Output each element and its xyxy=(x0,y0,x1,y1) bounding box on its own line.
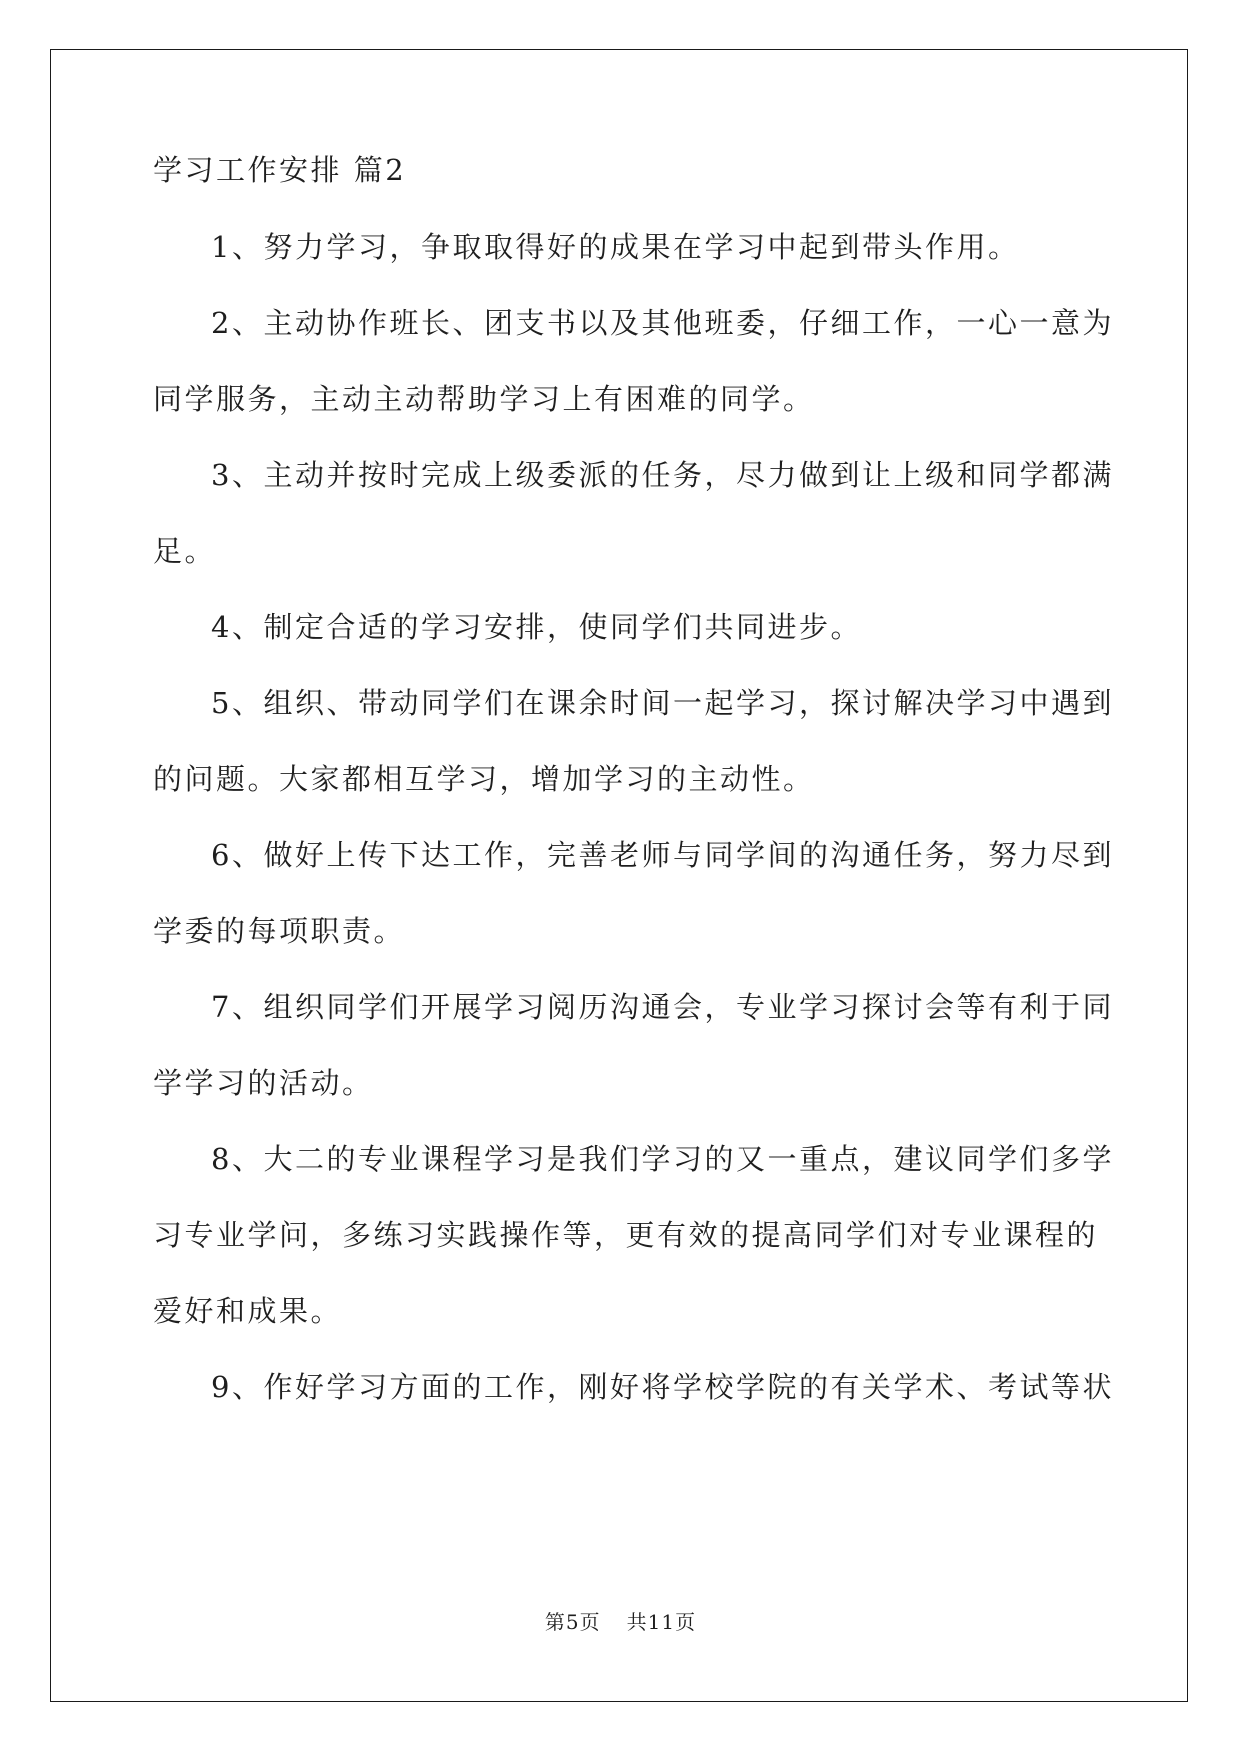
page-total: 共11页 xyxy=(626,1610,697,1634)
paragraph-line: 的问题。大家都相互学习，增加学习的主动性。 xyxy=(153,762,815,796)
paragraph-line: 习专业学问，多练习实践操作等，更有效的提高同学们对专业课程的 xyxy=(153,1218,1099,1252)
paragraph-line: 7、组织同学们开展学习阅历沟通会，专业学习探讨会等有利于同 xyxy=(211,990,1114,1024)
paragraph-line: 学委的每项职责。 xyxy=(153,914,406,948)
paragraph-line: 5、组织、带动同学们在课余时间一起学习，探讨解决学习中遇到 xyxy=(211,686,1114,720)
paragraph-line: 1、努力学习，争取取得好的成果在学习中起到带头作用。 xyxy=(211,230,1020,264)
paragraph-line: 9、作好学习方面的工作，刚好将学校学院的有关学术、考试等状 xyxy=(211,1370,1114,1404)
paragraph-line: 足。 xyxy=(153,534,217,568)
page-number: 第5页 xyxy=(544,1610,601,1634)
paragraph-line: 同学服务，主动主动帮助学习上有困难的同学。 xyxy=(153,382,815,416)
paragraph-line: 学学习的活动。 xyxy=(153,1066,374,1100)
paragraph-line: 2、主动协作班长、团支书以及其他班委，仔细工作，一心一意为 xyxy=(211,306,1114,340)
paragraph-line: 4、制定合适的学习安排，使同学们共同进步。 xyxy=(211,610,862,644)
page-footer xyxy=(0,1606,1241,1635)
paragraph-line: 8、大二的专业课程学习是我们学习的又一重点，建议同学们多学 xyxy=(211,1142,1114,1176)
document-heading: 学习工作安排 篇2 xyxy=(153,153,407,187)
page-border xyxy=(50,49,1188,1702)
paragraph-line: 爱好和成果。 xyxy=(153,1294,343,1328)
paragraph-line: 3、主动并按时完成上级委派的任务，尽力做到让上级和同学都满 xyxy=(211,458,1114,492)
paragraph-line: 6、做好上传下达工作，完善老师与同学间的沟通任务，努力尽到 xyxy=(211,838,1114,872)
